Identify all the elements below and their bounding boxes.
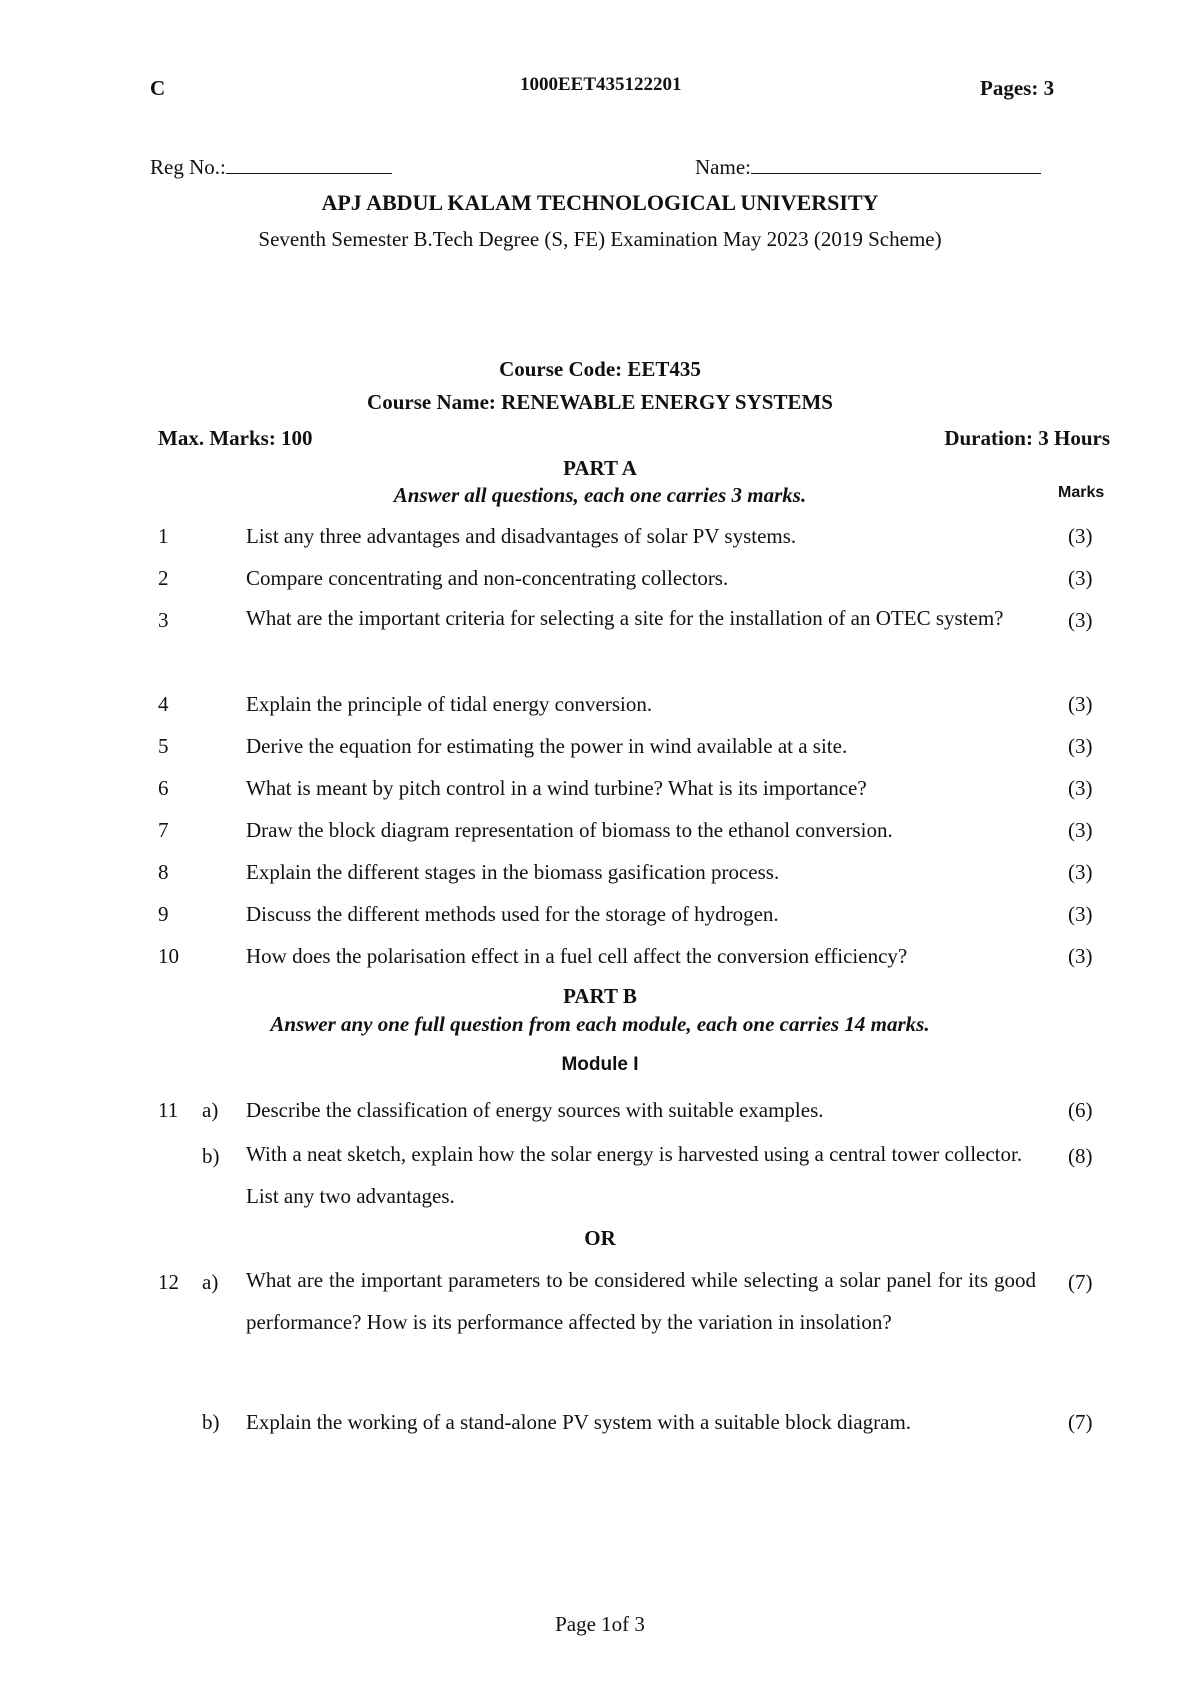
question-text: Explain the working of a stand-alone PV system with a suitable block diagram. (246, 1410, 912, 1434)
sub-question-label: a) (202, 1098, 219, 1122)
name-label: Name: (695, 155, 751, 179)
part-a-instruction: Answer all questions, each one carries 3 marks. (393, 483, 807, 507)
sub-question-label: a) (202, 1270, 219, 1294)
question-marks: (3) (1068, 860, 1093, 884)
question-number: 5 (158, 734, 169, 758)
question-text: What are the important criteria for selecting a site for the installation of an OTEC system? (246, 606, 1004, 630)
question-number: 7 (158, 818, 169, 842)
question-text: What are the important parameters to be considered while selecting a solar panel for its good performance? How is its performance affected by the variation in insolation? (246, 1268, 1036, 1334)
question-marks: (6) (1068, 1098, 1093, 1122)
reg-no-blank (226, 173, 392, 174)
reg-no-field (150, 155, 392, 180)
max-marks: Max. Marks: 100 (158, 426, 313, 450)
university-name: APJ ABDUL KALAM TECHNOLOGICAL UNIVERSITY (321, 190, 879, 215)
sub-question-label: b) (202, 1410, 220, 1434)
question-marks: (3) (1068, 608, 1093, 632)
question-number: 8 (158, 860, 169, 884)
sub-question-label: b) (202, 1144, 220, 1168)
question-marks: (3) (1068, 692, 1093, 716)
question-marks: (7) (1068, 1270, 1093, 1294)
question-text: Draw the block diagram representation of biomass to the ethanol conversion. (246, 818, 893, 842)
question-text: Explain the different stages in the biomass gasification process. (246, 860, 780, 884)
duration: Duration: 3 Hours (944, 426, 1110, 450)
course-name: Course Name: RENEWABLE ENERGY SYSTEMS (367, 390, 833, 414)
part-b-instruction: Answer any one full question from each module, each one carries 14 marks. (270, 1012, 930, 1036)
question-marks: (3) (1068, 524, 1093, 548)
question-marks: (7) (1068, 1410, 1093, 1434)
paper-series-letter: C (150, 76, 166, 100)
page-footer: Page 1of 3 (555, 1612, 645, 1636)
question-number: 6 (158, 776, 169, 800)
question-number: 9 (158, 902, 169, 926)
module-heading: Module I (561, 1054, 639, 1075)
question-text: Explain the principle of tidal energy conversion. (246, 692, 653, 716)
reg-no-label: Reg No.: (150, 155, 226, 179)
question-number: 1 (158, 524, 169, 548)
question-text: Derive the equation for estimating the power in wind available at a site. (246, 734, 848, 758)
paper-code: 1000EET435122201 (520, 74, 682, 95)
question-marks: (3) (1068, 944, 1093, 968)
marks-header: Marks (1058, 484, 1105, 501)
page-count: Pages: 3 (980, 76, 1055, 100)
question-number: 2 (158, 566, 169, 590)
question-number: 3 (158, 608, 169, 632)
or-separator: OR (584, 1226, 616, 1250)
question-text: Compare concentrating and non-concentrating collectors. (246, 566, 729, 590)
question-marks: (3) (1068, 776, 1093, 800)
course-code: Course Code: EET435 (499, 357, 701, 381)
question-number: 11 (158, 1098, 179, 1122)
question-marks: (3) (1068, 902, 1093, 926)
question-number: 4 (158, 692, 169, 716)
part-b-title: PART B (563, 984, 637, 1008)
question-marks: (3) (1068, 566, 1093, 590)
question-text: How does the polarisation effect in a fuel cell affect the conversion efficiency? (246, 944, 908, 968)
question-marks: (3) (1068, 734, 1093, 758)
question-text: Discuss the different methods used for the storage of hydrogen. (246, 902, 779, 926)
name-field (695, 155, 1041, 180)
part-a-title: PART A (563, 456, 637, 480)
question-text: With a neat sketch, explain how the solar energy is harvested using a central tower collector. List any two advantages. (246, 1142, 1023, 1208)
question-marks: (8) (1068, 1144, 1093, 1168)
question-text: What is meant by pitch control in a wind turbine? What is its importance? (246, 776, 867, 800)
name-blank (751, 173, 1041, 174)
question-text: Describe the classification of energy sources with suitable examples. (246, 1098, 824, 1122)
question-number: 10 (158, 944, 179, 968)
question-number: 12 (158, 1270, 179, 1294)
exam-title: Seventh Semester B.Tech Degree (S, FE) Examination May 2023 (2019 Scheme) (258, 227, 942, 251)
question-marks: (3) (1068, 818, 1093, 842)
question-text: List any three advantages and disadvantages of solar PV systems. (246, 524, 797, 548)
